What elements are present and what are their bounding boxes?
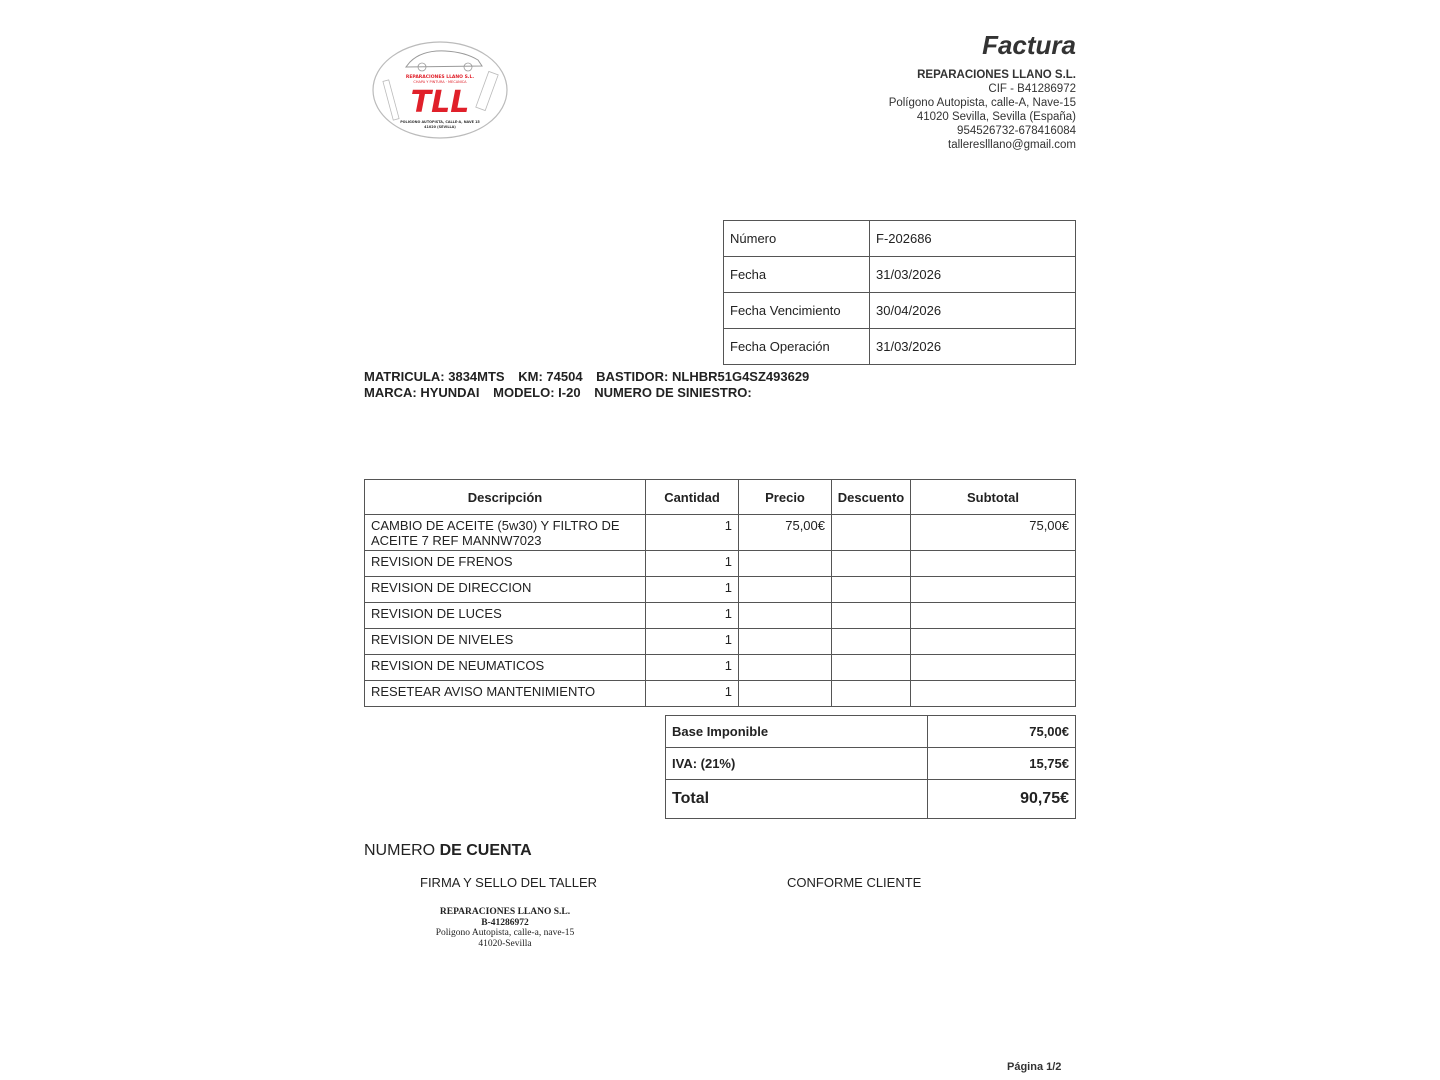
info-row	[724, 293, 1076, 329]
item-quantity: 1	[646, 577, 739, 603]
base-value: 75,00€	[927, 716, 1076, 748]
document-title: Factura	[982, 30, 1076, 60]
item-description: REVISION DE NIVELES	[365, 629, 646, 655]
item-description: CAMBIO DE ACEITE (5w30) Y FILTRO DE ACEITE 7 REF MANNW7023	[365, 515, 646, 551]
svg-text:CHAPA Y PINTURA · MECANICA: CHAPA Y PINTURA · MECANICA	[413, 80, 467, 84]
item-price	[739, 577, 832, 603]
info-value: 30/04/2026	[870, 293, 1076, 329]
table-row	[365, 577, 1076, 603]
item-quantity: 1	[646, 515, 739, 551]
col-quantity: Cantidad	[646, 480, 739, 515]
company-phone: 954526732-678416084	[957, 125, 1076, 137]
item-description: REVISION DE FRENOS	[365, 551, 646, 577]
totals-row-base	[666, 716, 1076, 748]
stamp-address: Poligono Autopista, calle-a, nave-15	[435, 928, 575, 938]
item-quantity: 1	[646, 681, 739, 707]
col-subtotal: Subtotal	[911, 480, 1076, 515]
workshop-signature-label: FIRMA Y SELLO DEL TALLER	[420, 875, 598, 890]
vehicle-info	[364, 369, 819, 401]
item-price	[739, 551, 832, 577]
info-value: 31/03/2026	[870, 257, 1076, 293]
info-label: Fecha	[724, 257, 870, 293]
info-label: Fecha Operación	[724, 329, 870, 365]
total-label: Total	[666, 780, 928, 819]
item-discount	[832, 577, 911, 603]
info-label: Número	[724, 221, 870, 257]
info-value: F-202686	[870, 221, 1076, 257]
table-row	[365, 681, 1076, 707]
item-discount	[832, 551, 911, 577]
company-stamp	[430, 907, 580, 949]
table-row	[365, 515, 1076, 551]
item-subtotal	[911, 551, 1076, 577]
stamp-city: 41020-Sevilla	[478, 938, 532, 949]
info-value: 31/03/2026	[870, 329, 1076, 365]
items-header-row	[365, 480, 1076, 515]
total-value: 90,75€	[927, 780, 1076, 819]
company-info	[889, 68, 1076, 152]
table-row	[365, 629, 1076, 655]
table-row	[365, 551, 1076, 577]
company-email: tallereslllano@gmail.com	[948, 139, 1076, 151]
vehicle-km: KM: 74504	[518, 369, 583, 384]
stamp-cif: B-41286972	[481, 917, 529, 928]
company-name: REPARACIONES LLANO S.L.	[917, 69, 1076, 81]
client-signature-label: CONFORME CLIENTE	[787, 875, 922, 890]
iva-label: IVA: (21%)	[666, 748, 928, 780]
totals-row-iva	[666, 748, 1076, 780]
item-discount	[832, 681, 911, 707]
table-row	[365, 603, 1076, 629]
vehicle-vin: BASTIDOR: NLHBR51G4SZ493629	[596, 369, 810, 384]
iva-value: 15,75€	[927, 748, 1076, 780]
company-city: 41020 Sevilla, Sevilla (España)	[916, 111, 1076, 123]
item-price	[739, 681, 832, 707]
stamp-name: REPARACIONES LLANO S.L.	[439, 907, 571, 917]
item-quantity: 1	[646, 655, 739, 681]
col-description: Descripción	[365, 480, 646, 515]
item-description: REVISION DE NEUMATICOS	[365, 655, 646, 681]
vehicle-claim-number: NUMERO DE SINIESTRO:	[594, 385, 752, 400]
vehicle-line-2	[364, 385, 819, 401]
account-bold: DE CUENTA	[439, 842, 532, 859]
item-discount	[832, 603, 911, 629]
items-table	[364, 479, 1076, 707]
item-quantity: 1	[646, 603, 739, 629]
item-discount	[832, 655, 911, 681]
item-subtotal: 75,00€	[911, 515, 1076, 551]
item-discount	[832, 629, 911, 655]
company-address: Polígono Autopista, calle-A, Nave-15	[888, 97, 1076, 109]
invoice-info-table	[723, 220, 1076, 365]
svg-text:REPARACIONES LLANO S.L.: REPARACIONES LLANO S.L.	[405, 75, 475, 80]
col-discount: Descuento	[832, 480, 911, 515]
table-row	[365, 655, 1076, 681]
info-row	[724, 329, 1076, 365]
item-quantity: 1	[646, 629, 739, 655]
totals-row-total	[666, 780, 1076, 819]
info-row	[724, 257, 1076, 293]
item-subtotal	[911, 681, 1076, 707]
item-description: REVISION DE DIRECCION	[365, 577, 646, 603]
info-label: Fecha Vencimiento	[724, 293, 870, 329]
vehicle-make: MARCA: HYUNDAI	[364, 385, 480, 400]
item-description: REVISION DE LUCES	[365, 603, 646, 629]
info-row	[724, 221, 1076, 257]
item-subtotal	[911, 629, 1076, 655]
item-subtotal	[911, 577, 1076, 603]
account-prefix: NUMERO	[364, 842, 436, 859]
totals-table	[665, 715, 1076, 819]
item-price	[739, 629, 832, 655]
company-cif: CIF - B41286972	[988, 83, 1076, 95]
vehicle-line-1	[364, 369, 819, 385]
company-logo	[370, 40, 510, 140]
item-price: 75,00€	[739, 515, 832, 551]
vehicle-model: MODELO: I-20	[493, 385, 581, 400]
item-quantity: 1	[646, 551, 739, 577]
item-discount	[832, 515, 911, 551]
account-number-label	[364, 842, 532, 860]
base-label: Base Imponible	[666, 716, 928, 748]
page-number: Página 1/2	[1007, 1061, 1062, 1073]
col-price: Precio	[739, 480, 832, 515]
svg-text:TLL: TLL	[410, 85, 470, 120]
item-subtotal	[911, 655, 1076, 681]
svg-text:41020 (SEVILLA): 41020 (SEVILLA)	[424, 125, 456, 129]
item-subtotal	[911, 603, 1076, 629]
item-price	[739, 655, 832, 681]
svg-text:POLIGONO AUTOPISTA, CALLE-A, N: POLIGONO AUTOPISTA, CALLE-A, NAVE 15	[400, 120, 480, 124]
vehicle-plate: MATRICULA: 3834MTS	[364, 369, 505, 384]
item-price	[739, 603, 832, 629]
item-description: RESETEAR AVISO MANTENIMIENTO	[365, 681, 646, 707]
